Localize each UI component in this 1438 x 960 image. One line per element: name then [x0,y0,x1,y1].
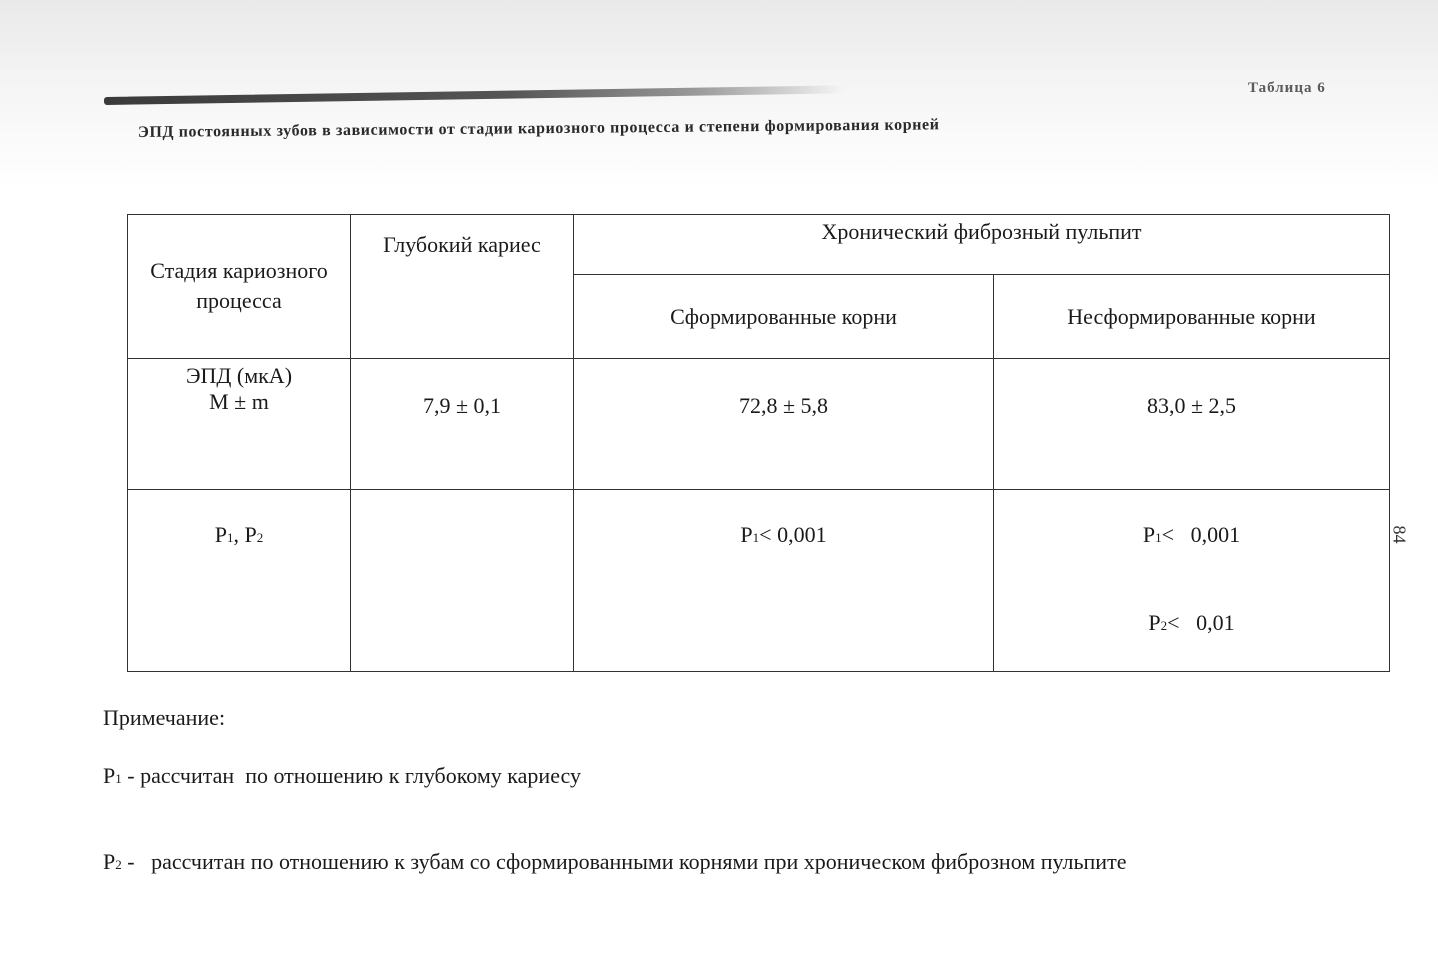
header-unformed-roots: Несформированные корни [994,275,1390,359]
epd-unformed-cell [994,359,1390,490]
header-deep-caries [351,215,574,359]
header-stage [128,215,351,359]
epd-unformed-value: 83,0 ± 2,5 [1146,393,1237,418]
epd-deep-caries-cell [351,359,574,490]
p-formed-value: P1< 0,001 [740,522,827,547]
table-caption: ЭПД постоянных зубов в зависимости от стадии кариозного процесса и степени формирования корней [137,116,940,141]
note-p2: P2 - рассчитан по отношению к зубам со сформированными корнями при хроническом фиброзном пульпите [103,849,1127,874]
notes-title: Примечание: [103,705,226,730]
p-label: P1, P2 [214,522,264,547]
header-stage-label: Стадия кариозного процесса [150,257,328,313]
p-deep-caries-cell [351,490,574,672]
header-formed-roots: Сформированные корни [574,275,994,359]
epd-label-line2: M ± m [209,389,269,414]
header-pulpitis [574,215,1390,275]
results-table [127,214,1390,672]
p-row-label [128,490,351,672]
note-p1: P1 - рассчитан по отношению к глубокому кариесу [103,763,581,788]
epd-deep-caries-value: 7,9 ± 0,1 [422,393,502,418]
p-unformed-p2: P2< 0,01 [1148,610,1235,635]
epd-label-line1: ЭПД (мкА) [185,363,293,388]
p-unformed-cell [994,490,1390,672]
epd-formed-cell [574,359,994,490]
epd-row-label [128,359,351,490]
page-number: 84 [1389,525,1410,544]
epd-formed-value: 72,8 ± 5,8 [738,393,829,418]
table-number: Таблица 6 [1248,80,1326,96]
p-formed-cell [574,490,994,672]
header-pulpitis-label: Хронический фиброзный пульпит [821,219,1142,244]
header-deep-caries-label: Глубокий кариес [383,231,541,257]
p-unformed-p1: P1< 0,001 [1142,522,1241,547]
